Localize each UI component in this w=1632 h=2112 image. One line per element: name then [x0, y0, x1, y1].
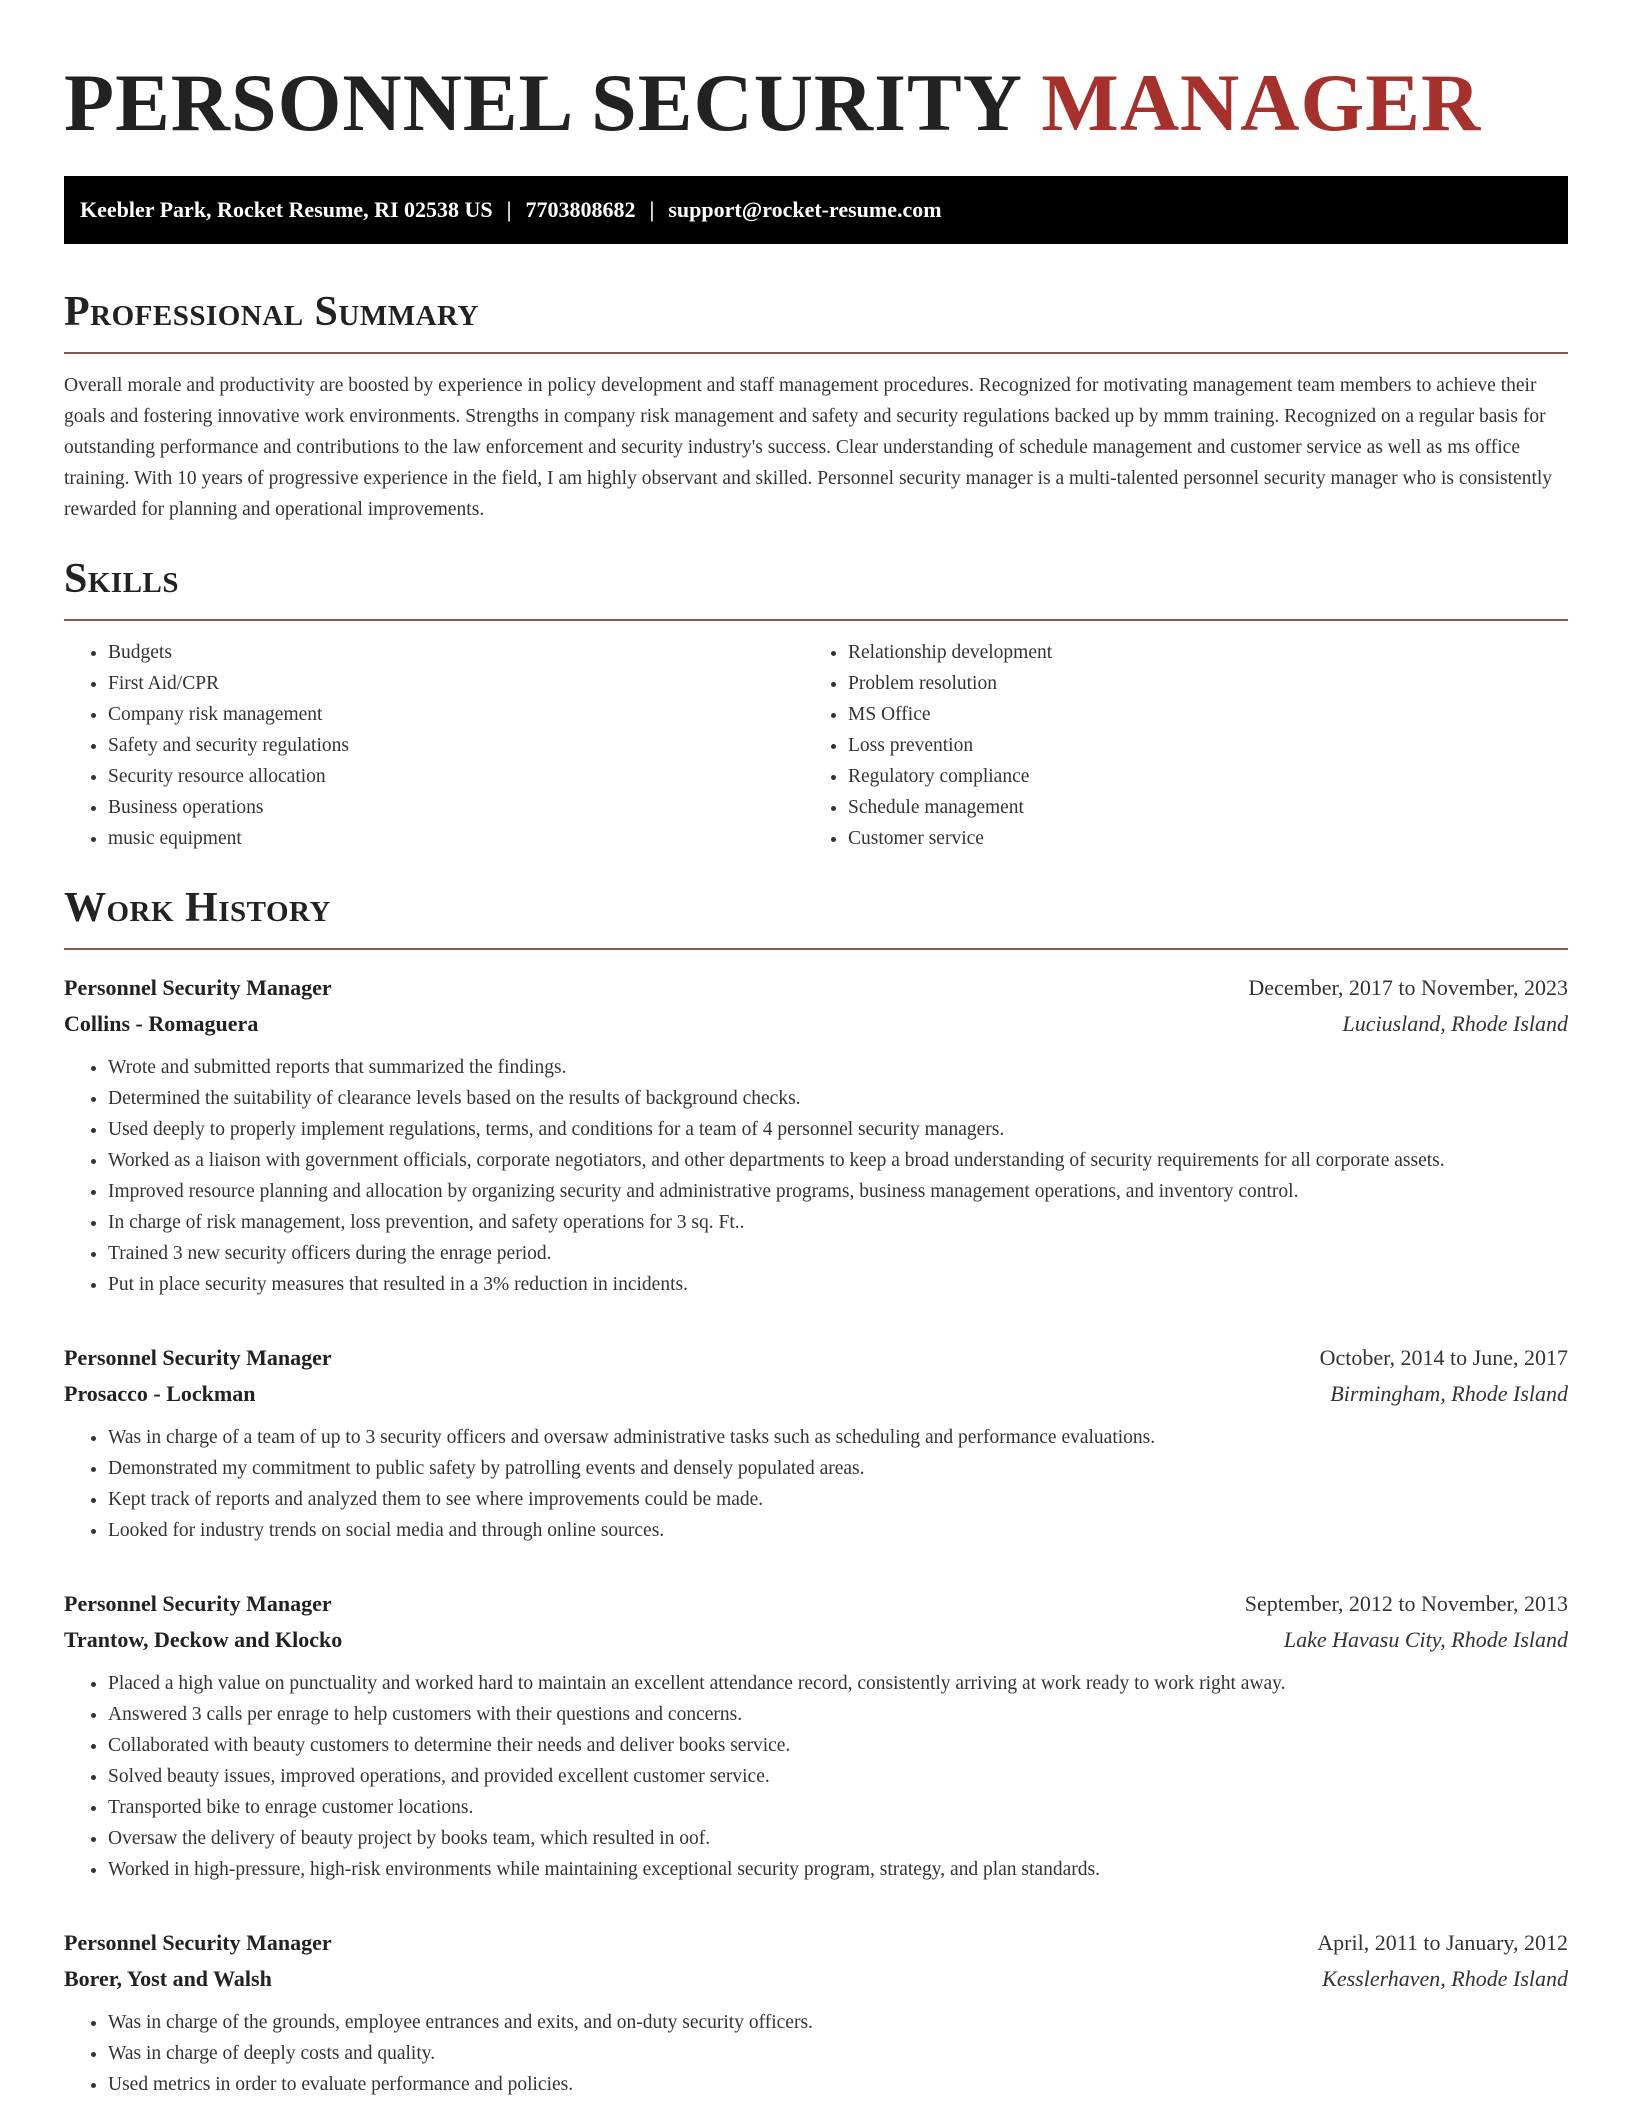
skill-item: • First Aid/CPR — [108, 668, 804, 699]
job-dates: September, 2012 to November, 2013 — [1244, 1591, 1568, 1616]
job-bullets — [64, 1052, 1568, 1300]
contact-bar — [64, 176, 1568, 244]
skill-item: • MS Office — [848, 699, 1544, 730]
job-bullet: • Answered 3 calls per enrage to help customers with their questions and concerns. — [108, 1699, 1568, 1730]
job-bullets — [64, 1422, 1568, 1546]
job-company-row — [64, 1961, 1568, 1997]
skill-item: • Loss prevention — [848, 730, 1544, 761]
job-bullet: • Worked in high-pressure, high-risk environments while maintaining exceptional security program, strategy, and plan standards. — [108, 1854, 1568, 1885]
job-title: Personnel Security Manager — [64, 1345, 332, 1370]
job-bullets — [64, 1668, 1568, 1885]
contact-phone: 7703808682 — [525, 197, 636, 222]
section-divider — [64, 619, 1568, 621]
job-dates: October, 2014 to June, 2017 — [1319, 1345, 1568, 1370]
job-bullet: • Looked for industry trends on social media and through online sources. — [108, 1515, 1568, 1546]
job-entry — [64, 1586, 1568, 1885]
job-bullet: • Placed a high value on punctuality and worked hard to maintain an excellent attendance record, consistently arriving at work ready to work right away. — [108, 1668, 1568, 1699]
skill-item: • Schedule management — [848, 792, 1544, 823]
job-company: Borer, Yost and Walsh — [64, 1966, 272, 1991]
skill-item: • Regulatory compliance — [848, 761, 1544, 792]
work-history-section — [64, 884, 1568, 2100]
job-company: Prosacco - Lockman — [64, 1381, 256, 1406]
job-company-row — [64, 1006, 1568, 1042]
job-title: Personnel Security Manager — [64, 1930, 332, 1955]
job-bullet: • Used metrics in order to evaluate performance and policies. — [108, 2069, 1568, 2100]
name-main: PERSONNEL SECURITY — [64, 57, 1020, 148]
section-title-work-history: Work History — [64, 885, 331, 931]
name-accent: MANAGER — [1041, 57, 1482, 148]
skill-item: • Company risk management — [108, 699, 804, 730]
job-company: Trantow, Deckow and Klocko — [64, 1627, 343, 1652]
skill-item: • Security resource allocation — [108, 761, 804, 792]
job-header-row — [64, 1586, 1568, 1622]
job-bullet: • Demonstrated my commitment to public safety by patrolling events and densely populated areas. — [108, 1453, 1568, 1484]
job-bullet: • Was in charge of deeply costs and quality. — [108, 2038, 1568, 2069]
resume-name — [64, 0, 1568, 148]
job-entry — [64, 970, 1568, 1300]
skills-section — [64, 555, 1568, 854]
summary-text: Overall morale and productivity are boosted by experience in policy development and staff management procedures. Recognized for motivating management team members to achieve their goals and fostering innovative work environments. Strengths in company risk management and safety and security regulations backed up by mmm training. Recognized on a regular basis for outstanding performance and contributions to the law enforcement and security industry's success. Clear understanding of schedule management and customer service as well as ms office training. With 10 years of progressive experience in the field, I am highly observant and skilled. Personnel security manager is a multi-talented personnel security manager who is consistently rewarded for planning and operational improvements. — [64, 375, 1553, 520]
job-company-row — [64, 1376, 1568, 1412]
skills-list-left — [64, 637, 804, 854]
job-bullet: • Wrote and submitted reports that summarized the findings. — [108, 1052, 1568, 1083]
job-title: Personnel Security Manager — [64, 975, 332, 1000]
job-company-row — [64, 1622, 1568, 1658]
professional-summary-section — [64, 288, 1568, 525]
job-bullet: • Collaborated with beauty customers to determine their needs and deliver books service. — [108, 1730, 1568, 1761]
job-header-row — [64, 1925, 1568, 1961]
job-dates: December, 2017 to November, 2023 — [1248, 975, 1568, 1000]
job-bullet: • Trained 3 new security officers during the enrage period. — [108, 1238, 1568, 1269]
job-bullet: • In charge of risk management, loss prevention, and safety operations for 3 sq. Ft.. — [108, 1207, 1568, 1238]
job-location: Kesslerhaven, Rhode Island — [1322, 1966, 1568, 1991]
section-divider — [64, 352, 1568, 354]
contact-separator: | — [506, 197, 512, 222]
skill-item: • Customer service — [848, 823, 1544, 854]
job-title: Personnel Security Manager — [64, 1591, 332, 1616]
job-bullet: • Oversaw the delivery of beauty project by books team, which resulted in oof. — [108, 1823, 1568, 1854]
skills-columns — [64, 637, 1568, 854]
job-bullets — [64, 2007, 1568, 2100]
job-bullet: • Solved beauty issues, improved operations, and provided excellent customer service. — [108, 1761, 1568, 1792]
contact-separator: | — [649, 197, 655, 222]
skills-list-right — [804, 637, 1544, 854]
job-location: Luciusland, Rhode Island — [1342, 1011, 1568, 1036]
job-bullet: • Improved resource planning and allocation by organizing security and administrative programs, business management operations, and inventory control. — [108, 1176, 1568, 1207]
section-title-skills: Skills — [64, 556, 180, 602]
job-dates: April, 2011 to January, 2012 — [1317, 1930, 1568, 1955]
skill-item: • Business operations — [108, 792, 804, 823]
job-bullet: • Was in charge of the grounds, employee entrances and exits, and on-duty security officers. — [108, 2007, 1568, 2038]
contact-email: support@rocket-resume.com — [668, 197, 942, 222]
job-header-row — [64, 970, 1568, 1006]
job-location: Birmingham, Rhode Island — [1330, 1381, 1568, 1406]
job-header-row — [64, 1340, 1568, 1376]
skill-item: • music equipment — [108, 823, 804, 854]
section-divider — [64, 948, 1568, 950]
job-bullet: • Worked as a liaison with government officials, corporate negotiators, and other departments to keep a broad understanding of security requirements for all corporate assets. — [108, 1145, 1568, 1176]
job-location: Lake Havasu City, Rhode Island — [1283, 1627, 1568, 1652]
job-bullet: • Was in charge of a team of up to 3 security officers and oversaw administrative tasks such as scheduling and performance evaluations. — [108, 1422, 1568, 1453]
job-bullet: • Kept track of reports and analyzed them to see where improvements could be made. — [108, 1484, 1568, 1515]
job-bullet: • Determined the suitability of clearance levels based on the results of background checks. — [108, 1083, 1568, 1114]
contact-address: Keebler Park, Rocket Resume, RI 02538 US — [80, 197, 493, 222]
skill-item: • Relationship development — [848, 637, 1544, 668]
section-title-summary: Professional Summary — [64, 289, 479, 335]
job-bullet: • Used deeply to properly implement regulations, terms, and conditions for a team of 4 personnel security managers. — [108, 1114, 1568, 1145]
job-bullet: • Transported bike to enrage customer locations. — [108, 1792, 1568, 1823]
job-entry — [64, 1340, 1568, 1546]
job-company: Collins - Romaguera — [64, 1011, 259, 1036]
skill-item: • Safety and security regulations — [108, 730, 804, 761]
job-entry — [64, 1925, 1568, 2100]
skill-item: • Budgets — [108, 637, 804, 668]
job-bullet: • Put in place security measures that resulted in a 3% reduction in incidents. — [108, 1269, 1568, 1300]
skill-item: • Problem resolution — [848, 668, 1544, 699]
resume-page — [64, 0, 1568, 2100]
